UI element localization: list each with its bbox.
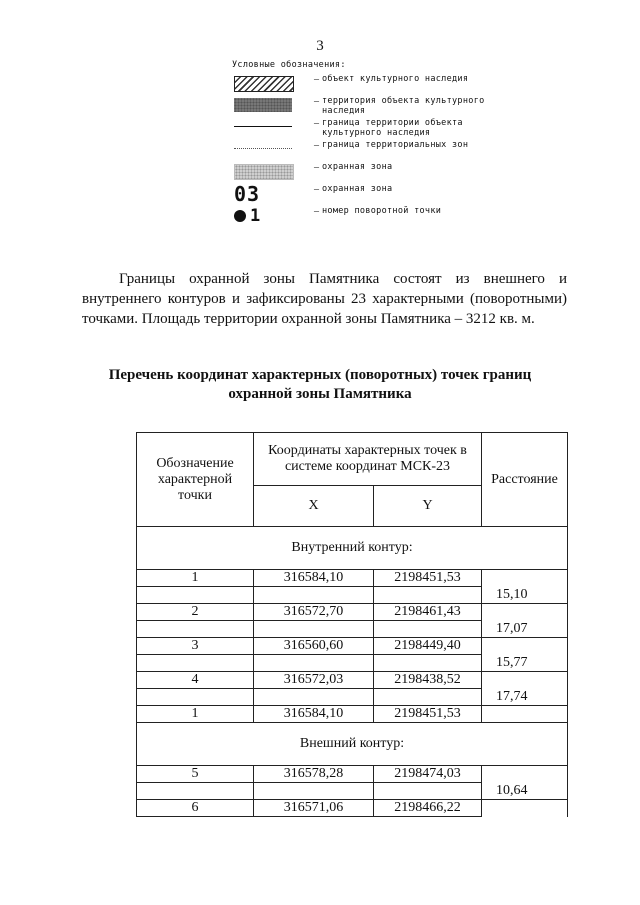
table-row [137,706,568,723]
legend-label: объект культурного наследия [322,74,469,84]
hatch-swatch-icon [234,76,294,92]
zone-code-label: 03 [234,182,261,206]
coord-y: 2198451,53 [374,570,482,587]
header-y: Y [374,486,482,527]
coordinates-table [136,432,568,817]
turning-point-number: 1 [250,206,261,226]
section-row-inner [137,527,568,570]
legend-dash: – [314,162,319,173]
coord-y: 2198449,40 [374,638,482,655]
legend-dash: – [314,206,319,217]
legend-row-protected-zone [232,162,532,184]
legend-dash: – [314,74,319,85]
coord-x: 316572,70 [254,604,374,621]
territory-swatch-icon [234,98,292,112]
zone-swatch-icon [234,164,294,180]
legend-row-zone-border [232,140,532,162]
table-row [137,800,568,817]
filled-circle-icon [234,210,246,222]
point-number: 3 [137,638,254,655]
distance-value: 17,07 [482,621,568,638]
distance-value: 15,10 [482,587,568,604]
legend-row-heritage-territory [232,96,532,118]
solid-line-icon [234,126,292,127]
coord-x: 316584,10 [254,706,374,723]
table-row [137,621,568,638]
point-number: 5 [137,766,254,783]
table-title-line: охранной зоны Памятника [228,386,412,402]
table-title-line: Перечень координат характерных (поворотных) точек границ [108,367,532,383]
legend-row-zone-code [232,184,532,206]
table-row [137,604,568,621]
legend-label: охранная зона [322,184,393,194]
dotted-line-icon [234,148,292,149]
distance-value: 17,74 [482,689,568,706]
coord-y: 2198461,43 [374,604,482,621]
coord-y: 2198466,22 [374,800,482,817]
legend-label: номер поворотной точки [322,206,442,216]
table-row [137,672,568,689]
turning-point-marker [234,206,292,226]
table-header-row [137,433,568,486]
legend-dash: – [314,118,319,129]
legend-label: граница территориальных зон [322,140,469,150]
legend-row-territory-border [232,118,532,140]
legend-row-turning-point [232,206,532,228]
section-title: Внешний контур: [137,723,568,766]
coord-x: 316572,03 [254,672,374,689]
coord-y: 2198474,03 [374,766,482,783]
table-row [137,638,568,655]
legend [232,60,532,228]
table-row [137,783,568,800]
section-row-outer [137,723,568,766]
table-row [137,655,568,672]
header-coords: Координаты характерных точек в системе координат МСК-23 [254,433,482,486]
coord-x: 316578,28 [254,766,374,783]
legend-dash: – [314,184,319,195]
legend-row-heritage-object [232,74,532,96]
distance-value: 10,64 [482,783,568,800]
coord-x: 316571,06 [254,800,374,817]
point-number: 6 [137,800,254,817]
header-x: X [254,486,374,527]
table-title [100,366,540,404]
coord-y: 2198438,52 [374,672,482,689]
table-row [137,587,568,604]
distance-value: 15,77 [482,655,568,672]
coord-y: 2198451,53 [374,706,482,723]
table-row [137,570,568,587]
section-title: Внутренний контур: [137,527,568,570]
legend-dash: – [314,96,319,107]
legend-label: охранная зона [322,162,393,172]
legend-title: Условные обозначения: [232,60,346,70]
header-point: Обозначение характерной точки [137,433,254,527]
point-number: 4 [137,672,254,689]
table-row [137,689,568,706]
point-number: 2 [137,604,254,621]
header-distance: Расстояние [482,433,568,527]
zone-description-paragraph: Границы охранной зоны Памятника состоят из внешнего и внутреннего контуров и зафиксированы 23 характерными (поворотными) точками. Площадь территории охранной зоны Памятника – 3212 кв. м. [82,271,567,327]
coord-x: 316560,60 [254,638,374,655]
legend-label: территория объекта культурного наследия [322,96,485,116]
page-number: 3 [316,38,324,54]
point-number: 1 [137,570,254,587]
table-row [137,766,568,783]
legend-label: граница территории объекта культурного наследия [322,118,463,138]
coord-x: 316584,10 [254,570,374,587]
point-number: 1 [137,706,254,723]
legend-dash: – [314,140,319,151]
